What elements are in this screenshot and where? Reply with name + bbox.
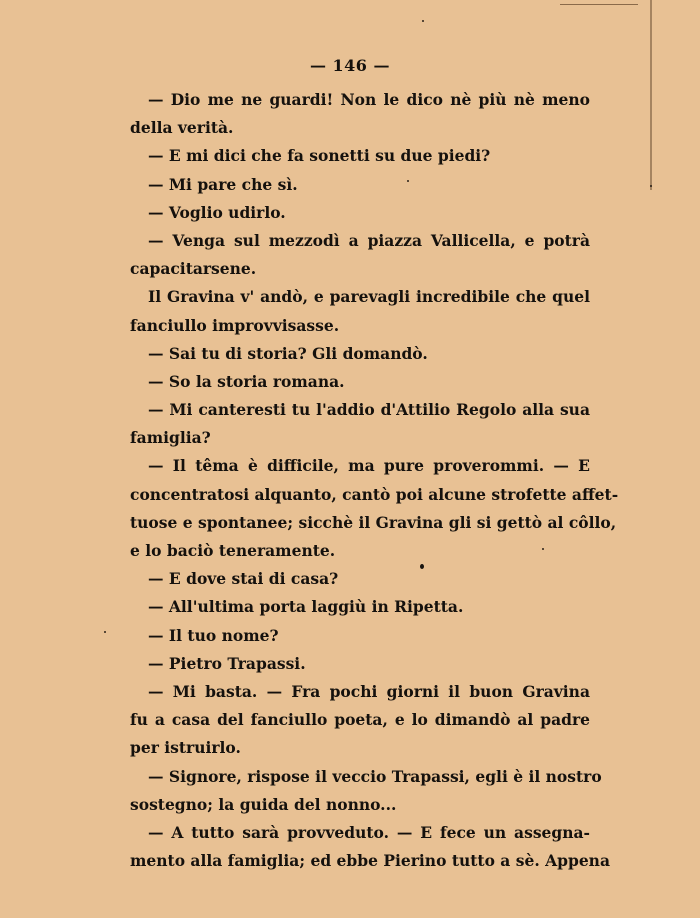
text-line: fu a casa del fanciullo poeta, e lo dimandò al padre bbox=[130, 710, 590, 730]
text-line: — Voglio udirlo. bbox=[148, 202, 286, 222]
text-line: — E mi dici che fa sonetti su due piedi? bbox=[148, 146, 491, 166]
text-line: — Mi basta. — Fra pochi giorni il buon Gravina bbox=[148, 681, 590, 701]
ink-dot bbox=[650, 185, 652, 187]
text-line: — All'ultima porta laggiù in Ripetta. bbox=[148, 597, 464, 617]
text-line: — Signore, rispose il veccio Trapassi, egli è il nostro bbox=[148, 766, 602, 786]
text-line: e lo baciò teneramente. bbox=[130, 541, 336, 560]
text-line: fanciullo improvvisasse. bbox=[130, 315, 340, 335]
page-edge-mark bbox=[560, 4, 638, 5]
text-line: — Il tuo nome? bbox=[148, 625, 279, 645]
text-line: Il Gravina v' andò, e parevagli incredibile che quel bbox=[148, 287, 590, 307]
text-line: — A tutto sarà provveduto. — E fece un assegna- bbox=[148, 822, 590, 842]
text-line: — Il têma è difficile, ma pure proverommi. — E bbox=[148, 456, 590, 476]
ink-dot bbox=[407, 180, 409, 182]
text-line: mento alla famiglia; ed ebbe Pierino tutto a sè. Appena bbox=[130, 851, 610, 871]
ink-speck bbox=[420, 564, 424, 569]
text-line: famiglia? bbox=[130, 428, 211, 448]
text-line: — Dio me ne guardi! Non le dico nè più nè meno bbox=[148, 90, 590, 109]
text-line: — Sai tu di storia? Gli domandò. bbox=[148, 343, 428, 363]
ink-dot bbox=[422, 20, 424, 22]
ink-dot bbox=[542, 548, 544, 550]
text-line: — Mi pare che sì. bbox=[148, 174, 298, 194]
text-line: — E dove stai di casa? bbox=[148, 569, 339, 589]
page-edge-line bbox=[650, 0, 652, 190]
page-number: — 146 — bbox=[309, 56, 391, 75]
text-line: tuose e spontanee; sicchè il Gravina gli si gettò al côllo, bbox=[130, 512, 617, 532]
text-line: concentratosi alquanto, cantò poi alcune strofette affet- bbox=[130, 484, 619, 504]
text-line: sostegno; la guida del nonno... bbox=[130, 794, 397, 814]
text-line: per istruirlo. bbox=[130, 738, 241, 758]
body-text bbox=[130, 86, 619, 875]
text-line: — So la storia romana. bbox=[148, 371, 345, 391]
text-line: della verità. bbox=[130, 118, 234, 138]
text-line: — Venga sul mezzodì a piazza Vallicella, e potrà bbox=[148, 230, 590, 250]
text-line: — Pietro Trapassi. bbox=[148, 653, 306, 673]
ink-dot bbox=[104, 631, 106, 633]
text-line: — Mi canteresti tu l'addio d'Attilio Regolo alla sua bbox=[148, 400, 590, 420]
text-line: capacitarsene. bbox=[130, 259, 257, 279]
